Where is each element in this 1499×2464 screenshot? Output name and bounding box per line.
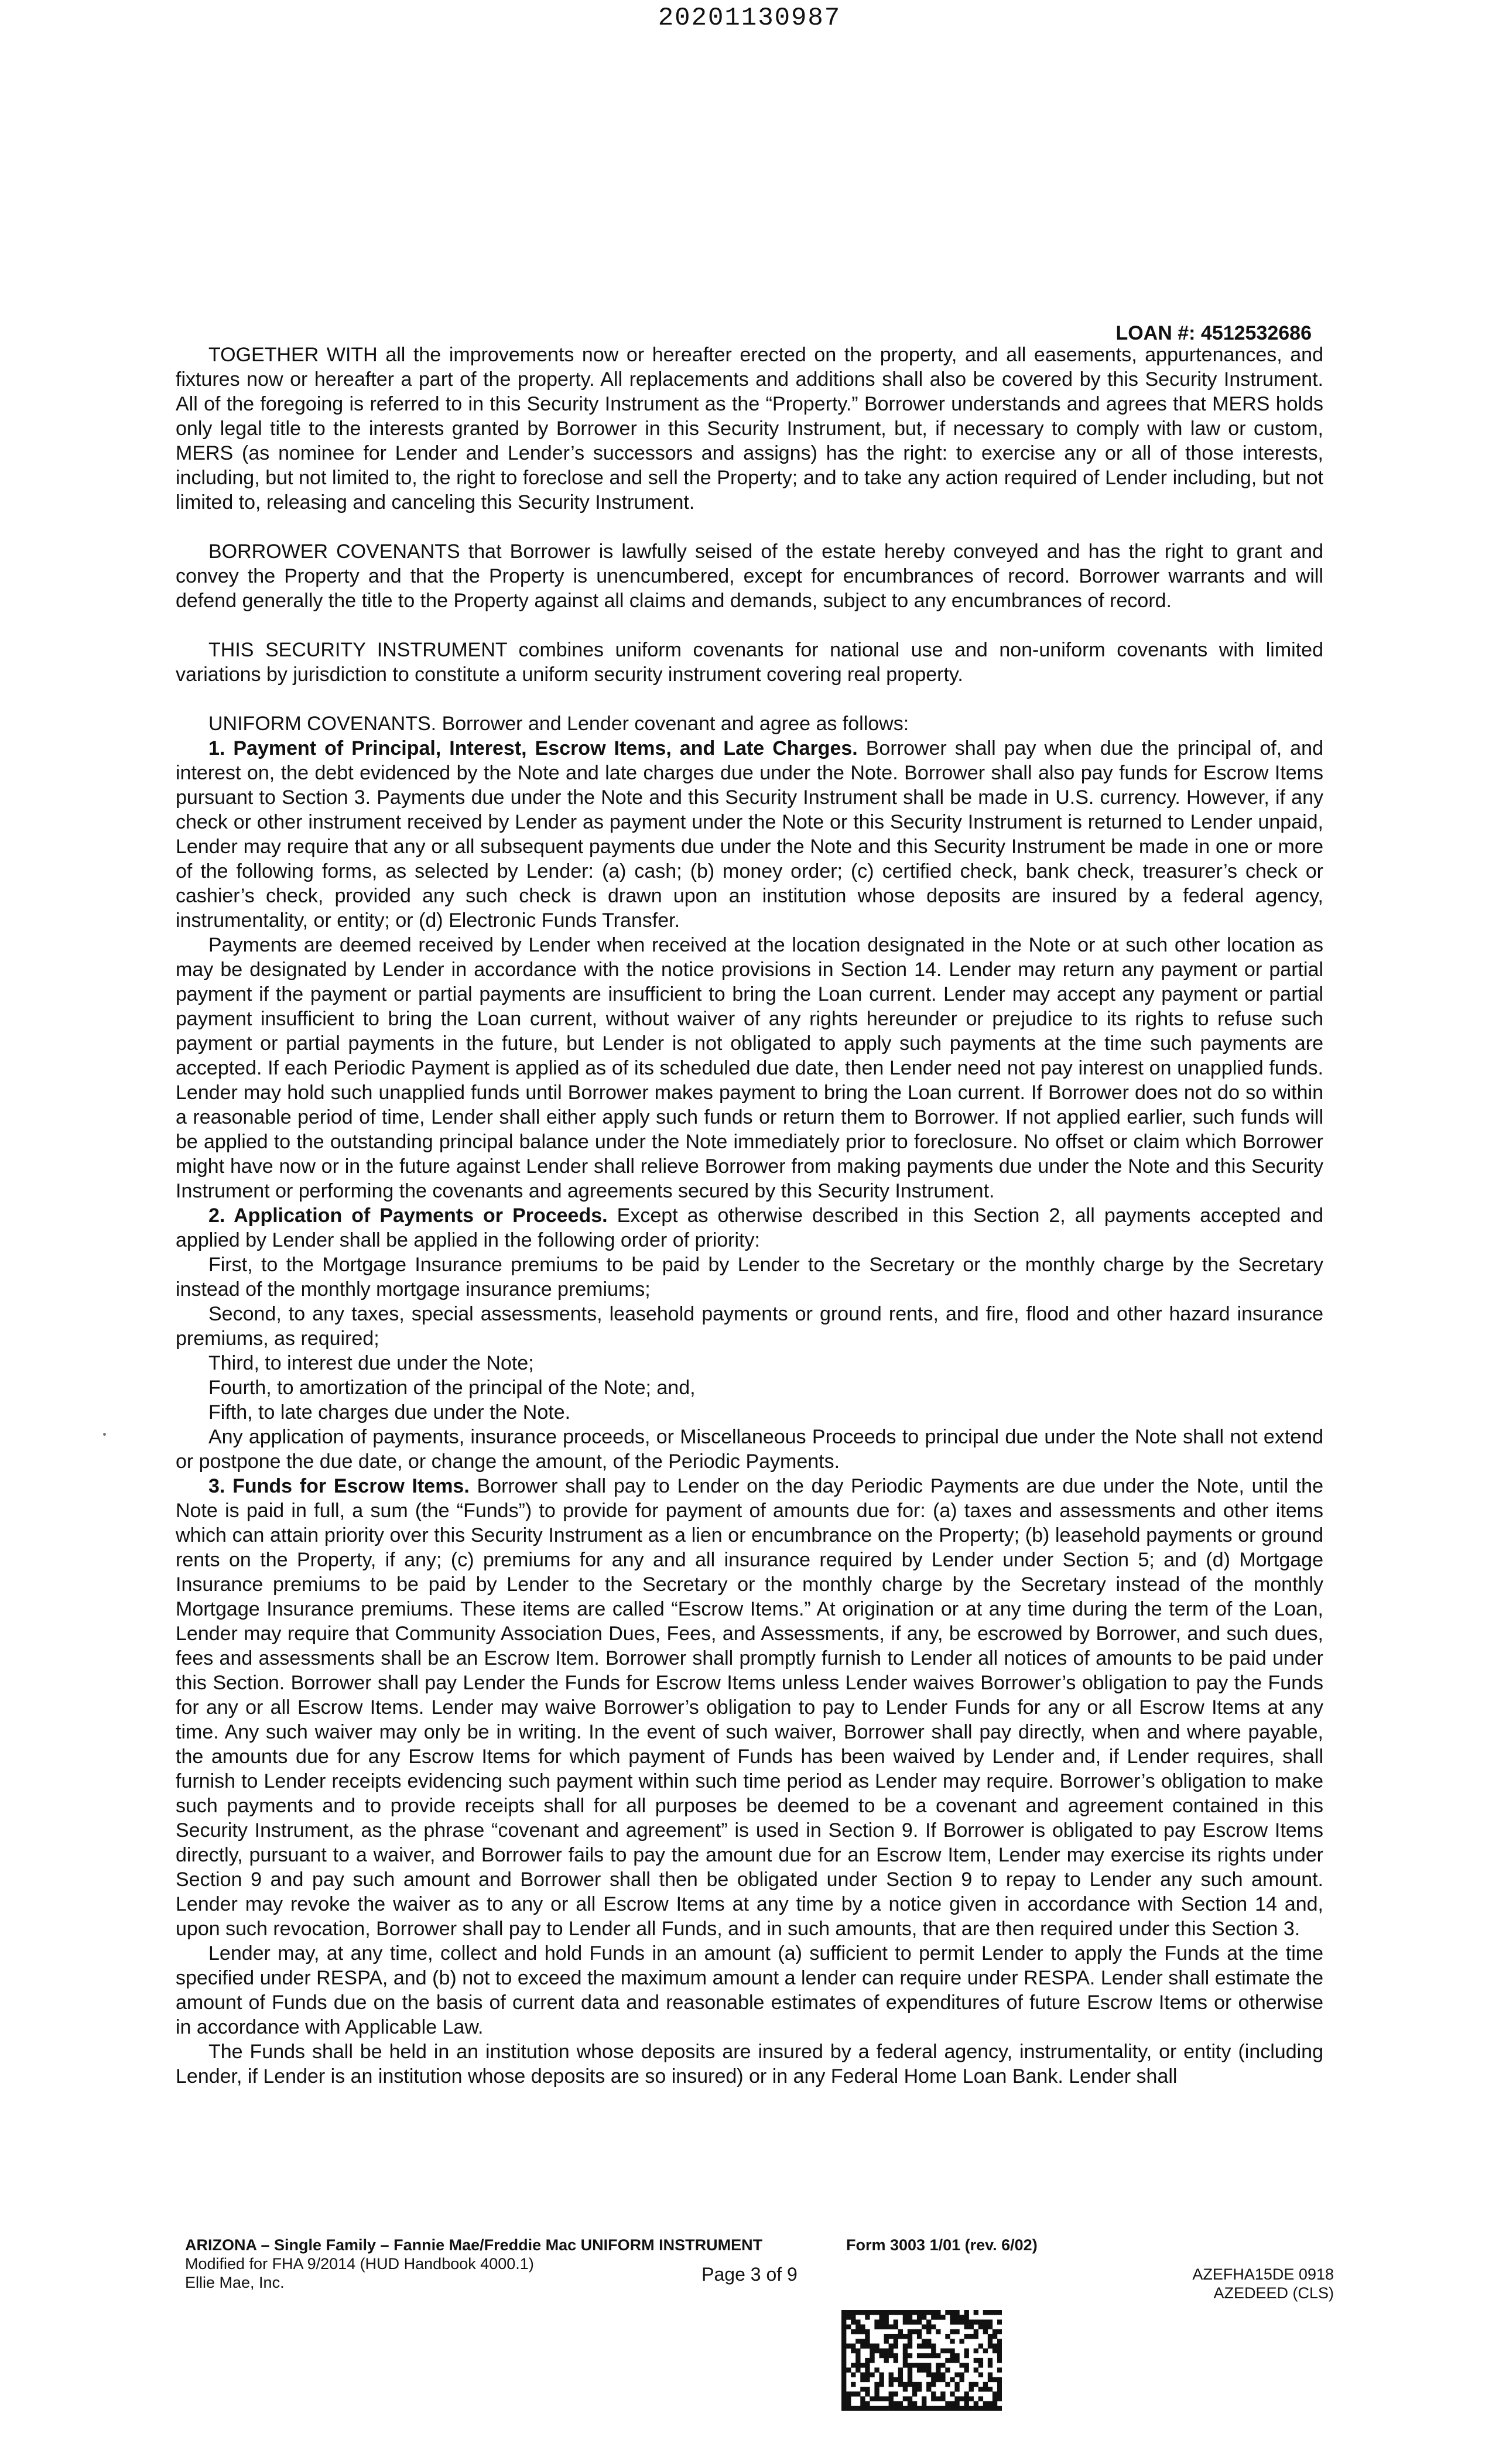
footer-state-line: ARIZONA – Single Family – Fannie Mae/Freddie Mac UNIFORM INSTRUMENT: [185, 2236, 763, 2254]
barcode-2d: [841, 2310, 1002, 2411]
page-number: Page 3 of 9: [701, 2264, 798, 2285]
section-2-text: Except as otherwise described in this Section 2, all payments accepted and applied by Lender shall be applied in the following order of priority:: [176, 1204, 1323, 1251]
section-1-text: Borrower shall pay when due the principal of, and interest on, the debt evidenced by the Note and late charges due under the Note. Borrower shall also pay funds for Escrow Items pursuant to Section 3. Payments due under the Note and this Security Instrument shall be made in U.S. currency. However, if any check or other instrument received by Lender as payment under the Note or this Security Instrument is returned to Lender unpaid, Lender may require that any or all subsequent payments due under the Note and this Security Instrument be made in one or more of the following forms, as selected by Lender: (a) cash; (b) money order; (c) certified check, bank check, treasurer’s check or cashier’s check, provided any such check is drawn upon an institution whose deposits are insured by a federal agency, instrumentality, or entity; or (d) Electronic Funds Transfer.: [176, 737, 1324, 932]
section-3-lender-may: Lender may, at any time, collect and hold Funds in an amount (a) sufficient to permit Lender to apply the Funds at the time specified under RESPA, and (b) not to exceed the maximum amount a lender can require under RESPA. Lender shall estimate the amount of Funds due on the basis of current data and reasonable estimates of expenditures of future Escrow Items or otherwise in accordance with Applicable Law.: [176, 1942, 1323, 2038]
footer-code-2: AZEDEED (CLS): [1213, 2284, 1334, 2302]
section-3-paragraph: [176, 1474, 1323, 1941]
section-2-third: Third, to interest due under the Note;: [208, 1352, 534, 1374]
document-number: 20201130987: [658, 4, 841, 33]
section-2-any-application: Any application of payments, insurance proceeds, or Miscellaneous Proceeds to principal due under the Note shall not extend or postpone the due date, or change the amount, of the Periodic Payments.: [176, 1426, 1323, 1473]
section-2-fourth: Fourth, to amortization of the principal of the Note; and,: [208, 1377, 696, 1399]
section-2-paragraph: [176, 1203, 1323, 1252]
section-2-heading: 2. Application of Payments or Proceeds.: [208, 1204, 608, 1227]
loan-number-line: [1115, 322, 1312, 345]
security-instrument-paragraph: THIS SECURITY INSTRUMENT combines uniform covenants for national use and non-uniform covenants with limited variations by jurisdiction to constitute a uniform security instrument covering real property.: [176, 639, 1323, 686]
together-with-paragraph: TOGETHER WITH all the improvements now or hereafter erected on the property, and all easements, appurtenances, and fixtures now or hereafter a part of the property. All replacements and additions shall also be covered by this Security Instrument. All of the foregoing is referred to in this Security Instrument as the “Property.” Borrower understands and agrees that MERS holds only legal title to the interests granted by Borrower in this Security Instrument, but, if necessary to comply with law or custom, MERS (as nominee for Lender and Lender’s successors and assigns) has the right: to exercise any or all of those interests, including, but not limited to, the right to foreclose and sell the Property; and to take any action required of Lender including, but not limited to, releasing and canceling this Security Instrument.: [176, 344, 1323, 514]
margin-mark: [103, 1433, 106, 1436]
borrower-covenants-paragraph: BORROWER COVENANTS that Borrower is lawfully seised of the estate hereby conveyed and has the right to grant and convey the Property and that the Property is unencumbered, except for encumbrances of record. Borrower warrants and will defend generally the title to the Property against all claims and demands, subject to any encumbrances of record.: [176, 540, 1323, 612]
footer-codes: [1192, 2265, 1334, 2302]
footer-modified-line: Modified for FHA 9/2014 (HUD Handbook 4000.1): [185, 2255, 534, 2273]
uniform-covenants-paragraph: UNIFORM COVENANTS. Borrower and Lender covenant and agree as follows:: [208, 713, 909, 735]
section-3-funds-held: The Funds shall be held in an institution whose deposits are insured by a federal agency, instrumentality, or entity (including Lender, if Lender is an institution whose deposits are so insured) or in any Federal Home Loan Bank. Lender shall: [176, 2041, 1323, 2087]
section-1-payments-paragraph: Payments are deemed received by Lender when received at the location designated in the Note or at such other location as may be designated by Lender in accordance with the notice provisions in Section 14. Lender may return any payment or partial payment if the payment or partial payments are insufficient to bring the Loan current. Lender may accept any payment or partial payment insufficient to bring the Loan current, without waiver of any rights hereunder or prejudice to its rights to refuse such payment or partial payments in the future, but Lender is not obligated to apply such payments at the time such payments are accepted. If each Periodic Payment is applied as of its scheduled due date, then Lender need not pay interest on unapplied funds. Lender may hold such unapplied funds until Borrower makes payment to bring the Loan current. If Borrower does not do so within a reasonable period of time, Lender shall either apply such funds or return them to Borrower. If not applied earlier, such funds will be applied to the outstanding principal balance under the Note immediately prior to foreclosure. No offset or claim which Borrower might have now or in the future against Lender shall relieve Borrower from making payments due under the Note and this Security Instrument or performing the covenants and agreements secured by this Security Instrument.: [176, 934, 1323, 1202]
section-2-fifth: Fifth, to late charges due under the Note.: [208, 1401, 571, 1423]
section-1-heading: 1. Payment of Principal, Interest, Escrow Items, and Late Charges.: [208, 737, 858, 759]
footer-form-number: Form 3003 1/01 (rev. 6/02): [846, 2236, 1038, 2254]
section-2-first: First, to the Mortgage Insurance premiums to be paid by Lender to the Secretary or the monthly charge by the Secretary instead of the monthly mortgage insurance premiums;: [176, 1254, 1323, 1301]
footer-code-1: AZEFHA15DE 0918: [1192, 2265, 1334, 2283]
section-2-second: Second, to any taxes, special assessments, leasehold payments or ground rents, and fire, flood and other hazard insurance premiums, as required;: [176, 1303, 1323, 1350]
loan-number: 4512532686: [1200, 322, 1312, 344]
section-3-text: Borrower shall pay to Lender on the day Periodic Payments are due under the Note, until the Note is paid in full, a sum (the “Funds”) to provide for payment of amounts due for: (a) taxes and assessments and other items which can attain priority over this Security Instrument as a lien or encumbrance on the Property; (b) leasehold payments or ground rents on the Property, if any; (c) premiums for any and all insurance required by Lender under Section 5; and (d) Mortgage Insurance premiums to be paid by Lender to the Secretary or the monthly charge by the Secretary instead of the monthly Mortgage Insurance premiums. These items are called “Escrow Items.” At origination or at any time during the term of the Loan, Lender may require that Community Association Dues, Fees, and Assessments, if any, be escrowed by Borrower, and such dues, fees and assessments shall be an Escrow Item. Borrower shall promptly furnish to Lender all notices of amounts to be paid under this Section. Borrower shall pay Lender the Funds for Escrow Items unless Lender waives Borrower’s obligation to pay the Funds for any or all Escrow Items. Lender may waive Borrower’s obligation to pay to Lender Funds for any or all Escrow Items at any time. Any such waiver may only be in writing. In the event of such waiver, Borrower shall pay directly, when and where payable, the amounts due for any Escrow Items for which payment of Funds has been waived by Lender and, if Lender requires, shall furnish to Lender receipts evidencing such payment within such time period as Lender may require. Borrower’s obligation to make such payments and to provide receipts shall for all purposes be deemed to be a covenant and agreement contained in this Security Instrument, as the phrase “covenant and agreement” is used in Section 9. If Borrower is obligated to pay Escrow Items directly, pursuant to a waiver, and Borrower fails to pay the amount due for an Escrow Item, Lender may exercise its rights under Section 9 and pay such amount and Borrower shall then be obligated under Section 9 to repay to Lender any such amount. Lender may revoke the waiver as to any or all Escrow Items at any time by a notice given in accordance with Section 14 and, upon such revocation, Borrower shall pay to Lender all Funds, and in such amounts, that are then required under this Section 3.: [176, 1475, 1323, 1940]
footer-company: Ellie Mae, Inc.: [185, 2274, 285, 2291]
section-3-heading: 3. Funds for Escrow Items.: [208, 1475, 470, 1497]
document-body: [176, 343, 1323, 2089]
section-1-paragraph: [176, 736, 1323, 933]
loan-label: LOAN #:: [1115, 322, 1196, 344]
